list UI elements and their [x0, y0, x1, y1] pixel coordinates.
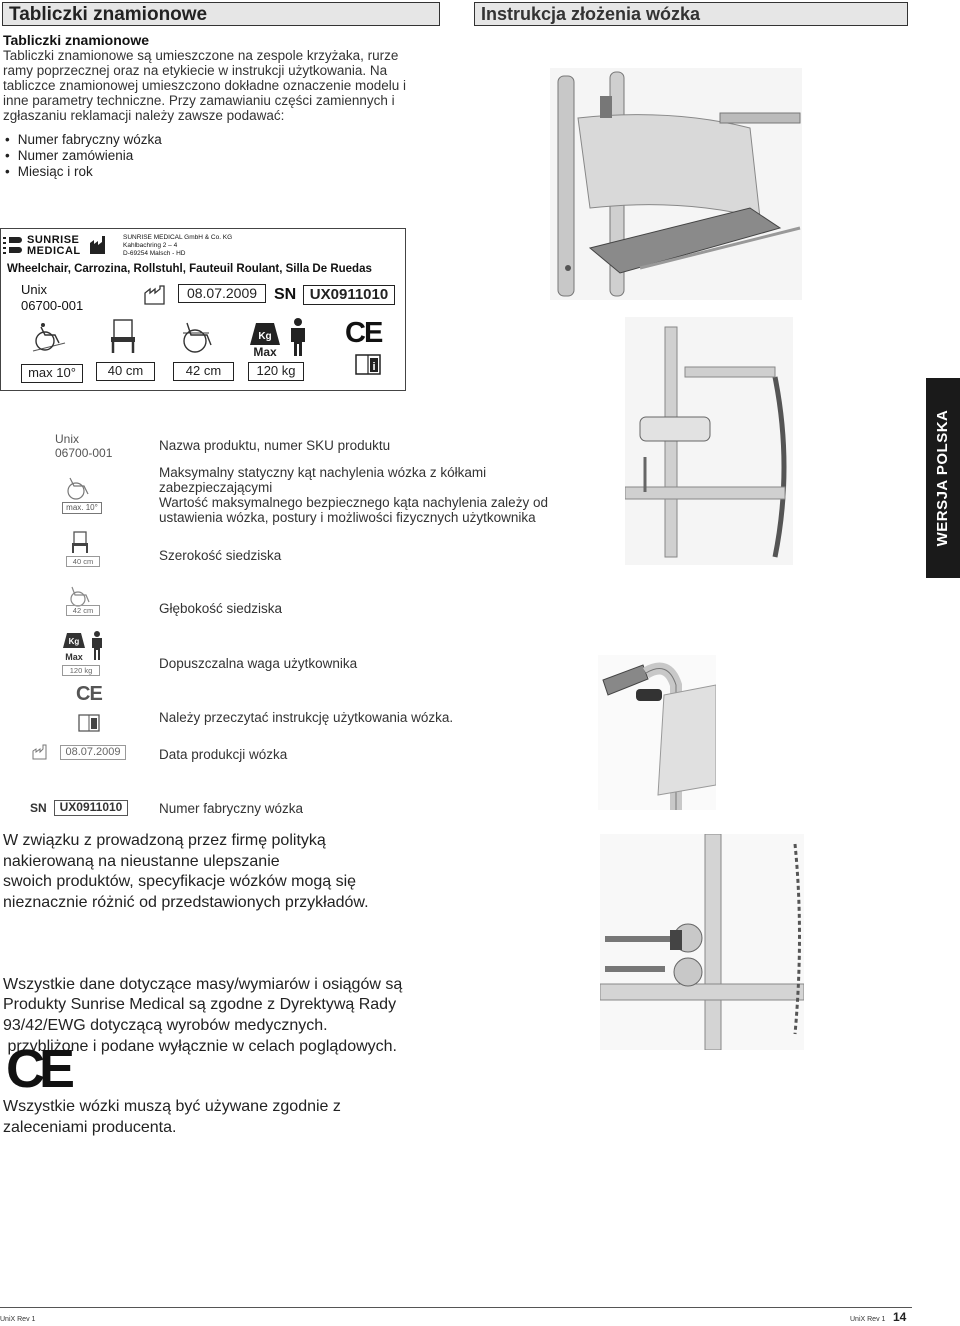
- svg-text:Kg: Kg: [258, 331, 272, 342]
- address-line: SUNRISE MEDICAL GmbH & Co. KG: [123, 234, 233, 241]
- paragraph-line: zaleceniami producenta.: [3, 1118, 177, 1136]
- legend-desc-tilt: [159, 465, 589, 525]
- legend-ce-mark: CE: [76, 683, 102, 705]
- paragraph-directive: [3, 995, 463, 1036]
- model-name: Unix: [21, 282, 48, 297]
- footer-rule: [0, 1307, 912, 1308]
- footer-left-label: UniX Rev 1: [0, 1316, 36, 1323]
- seat-depth-box: 42 cm: [173, 362, 234, 381]
- legend-icon-text: Unix: [55, 432, 80, 446]
- production-date-icon: [144, 285, 166, 305]
- max-tilt-box: max 10°: [21, 364, 83, 383]
- tilt-wheelchair-icon: [31, 321, 67, 355]
- section-header-nameplates: Tabliczki znamionowe: [2, 2, 440, 26]
- legend-seat-width-icon: [69, 530, 91, 554]
- ce-mark-large: CE: [6, 1039, 70, 1099]
- max-weight-icon: [248, 317, 282, 357]
- legend-production-date-icon: [32, 744, 48, 760]
- paragraph-line: Wszystkie dane dotyczące masy/wymiarów i osiągów są: [3, 976, 403, 993]
- address-line: Kahlbachring 2 – 4: [123, 242, 178, 249]
- assembly-illustration-backrest: [550, 68, 802, 300]
- seat-width-icon: [106, 317, 140, 355]
- sunrise-logo: [3, 234, 83, 258]
- footer-right-label: UniX Rev 1: [850, 1316, 886, 1323]
- legend-desc-read-manual: Należy przeczytać instrukcję użytkowania wózka.: [159, 710, 454, 725]
- assembly-illustration-crossbrace: [600, 834, 804, 1050]
- legend-date-box: 08.07.2009: [60, 745, 126, 760]
- legend-icon-model: [55, 432, 112, 460]
- legend-desc-seat-width: Szerokość siedziska: [159, 548, 282, 563]
- legend-max-weight-icon: [62, 630, 106, 664]
- legend-desc-line: ustawienia wózka, postury i możliwości fizycznych użytkownika: [159, 510, 536, 525]
- paragraph-specifications: [3, 831, 453, 913]
- paragraph-line: swoich produktów, specyfikacje wózków mogą się: [3, 873, 357, 890]
- svg-text:Kg: Kg: [68, 637, 80, 646]
- legend-max-weight-box: 120 kg: [62, 665, 100, 676]
- language-side-tab: [926, 378, 960, 578]
- serial-number-box: UX0911010: [303, 285, 395, 305]
- legend-icon-text: 06700-001: [55, 446, 113, 460]
- list-item: • Miesiąc i rok: [3, 164, 443, 180]
- legend-desc-serial-number: Numer fabryczny wózka: [159, 801, 304, 816]
- assembly-illustration-handle: [598, 655, 716, 810]
- nameplate-image: [0, 228, 406, 391]
- paragraph-line: przybliżone i podane wyłącznie w celach poglądowych.: [3, 1037, 397, 1055]
- legend-desc-line: Wartość maksymalnego bezpiecznego kąta nachylenia zależy od: [159, 495, 548, 510]
- paragraph-line: 93/42/EWG dotyczącą wyrobów medycznych.: [3, 1016, 328, 1034]
- legend-desc-line: Maksymalny statyczny kąt nachylenia wózka z kółkami: [159, 465, 487, 480]
- manufacturer-icon: [89, 235, 107, 255]
- svg-text:Max: Max: [253, 345, 277, 357]
- list-item: • Numer zamówienia: [3, 148, 443, 164]
- intro-line: Tabliczki znamionowe są umieszczone na zespole krzyżaka, rurze: [3, 48, 399, 63]
- wheelchair-title: Wheelchair, Carrozina, Rollstuhl, Fauteuil Roulant, Silla De Ruedas: [7, 263, 372, 275]
- seat-depth-icon: [179, 319, 219, 355]
- paragraph-usage: [3, 1097, 463, 1138]
- paragraph-line: Wszystkie wózki muszą być używane zgodnie z: [3, 1098, 341, 1115]
- sn-label: SN: [274, 286, 297, 303]
- side-tab-label: WERSJA POLSKA: [934, 409, 951, 547]
- paragraph-line: W związku z prowadzoną przez firmę polityką: [3, 832, 326, 849]
- page-number: 14: [893, 1310, 907, 1324]
- user-icon: [288, 317, 308, 357]
- assembly-illustration-frame: [625, 317, 793, 565]
- section-header-assembly: Instrukcja złożenia wózka: [474, 2, 908, 26]
- legend-seat-depth-box: 42 cm: [66, 605, 100, 616]
- production-date-box: 08.07.2009: [178, 284, 266, 303]
- svg-text:Max: Max: [65, 652, 83, 662]
- intro-line: ramy poprzecznej oraz na etykiecie w instrukcji użytkowania. Na: [3, 63, 388, 78]
- paragraph-line: nieznacznie różnić od przedstawionych przykładów.: [3, 893, 369, 911]
- max-weight-box: 120 kg: [248, 362, 304, 381]
- legend-tilt-box: max. 10°: [62, 502, 102, 514]
- paragraph-line: nakierowaną na nieustanne ulepszanie: [3, 852, 280, 870]
- seat-width-box: 40 cm: [96, 362, 155, 381]
- ce-mark: CE: [345, 317, 382, 349]
- legend-tilt-icon: [62, 476, 94, 502]
- sku-number: 06700-001: [21, 298, 84, 313]
- legend-desc-max-weight: Dopuszczalna waga użytkownika: [159, 656, 358, 671]
- legend-desc-seat-depth: Głębokość siedziska: [159, 601, 283, 616]
- brand-line1: SUNRISE: [27, 234, 80, 246]
- sunrise-logo-icon: [3, 235, 25, 257]
- legend-sn-label: SN: [30, 801, 47, 815]
- legend-desc-line: zabezpieczającymi: [159, 480, 273, 495]
- intro-line: inne parametry techniczne. Przy zamawianiu części zamiennych i: [3, 93, 395, 108]
- manufacturer-address: [123, 234, 232, 258]
- address-line: D-69254 Malsch - HD: [123, 250, 186, 257]
- paragraph-line: Produkty Sunrise Medical są zgodne z Dyrektywą Rady: [3, 996, 397, 1013]
- intro-paragraph: [3, 48, 443, 123]
- legend-desc-production-date: Data produkcji wózka: [159, 747, 288, 762]
- legend-manual-info-icon: [78, 713, 100, 733]
- legend-seat-width-box: 40 cm: [66, 556, 100, 567]
- intro-block: [3, 32, 443, 180]
- intro-line: tabliczce znamionowej umieszczono dokładne oznaczenie modelu i: [3, 78, 406, 93]
- manual-info-icon: [355, 351, 381, 377]
- legend-desc-model: Nazwa produktu, numer SKU produktu: [159, 438, 391, 453]
- legend-sn-box: UX0911010: [54, 800, 128, 816]
- brand-line2: MEDICAL: [27, 245, 81, 257]
- required-info-list: [3, 132, 443, 180]
- list-item: • Numer fabryczny wózka: [3, 132, 443, 148]
- intro-line: zgłaszaniu reklamacji należy zawsze podawać:: [3, 108, 285, 123]
- svg-text:i: i: [372, 361, 376, 373]
- legend-seat-depth-icon: [66, 585, 96, 607]
- intro-title: Tabliczki znamionowe: [3, 32, 149, 48]
